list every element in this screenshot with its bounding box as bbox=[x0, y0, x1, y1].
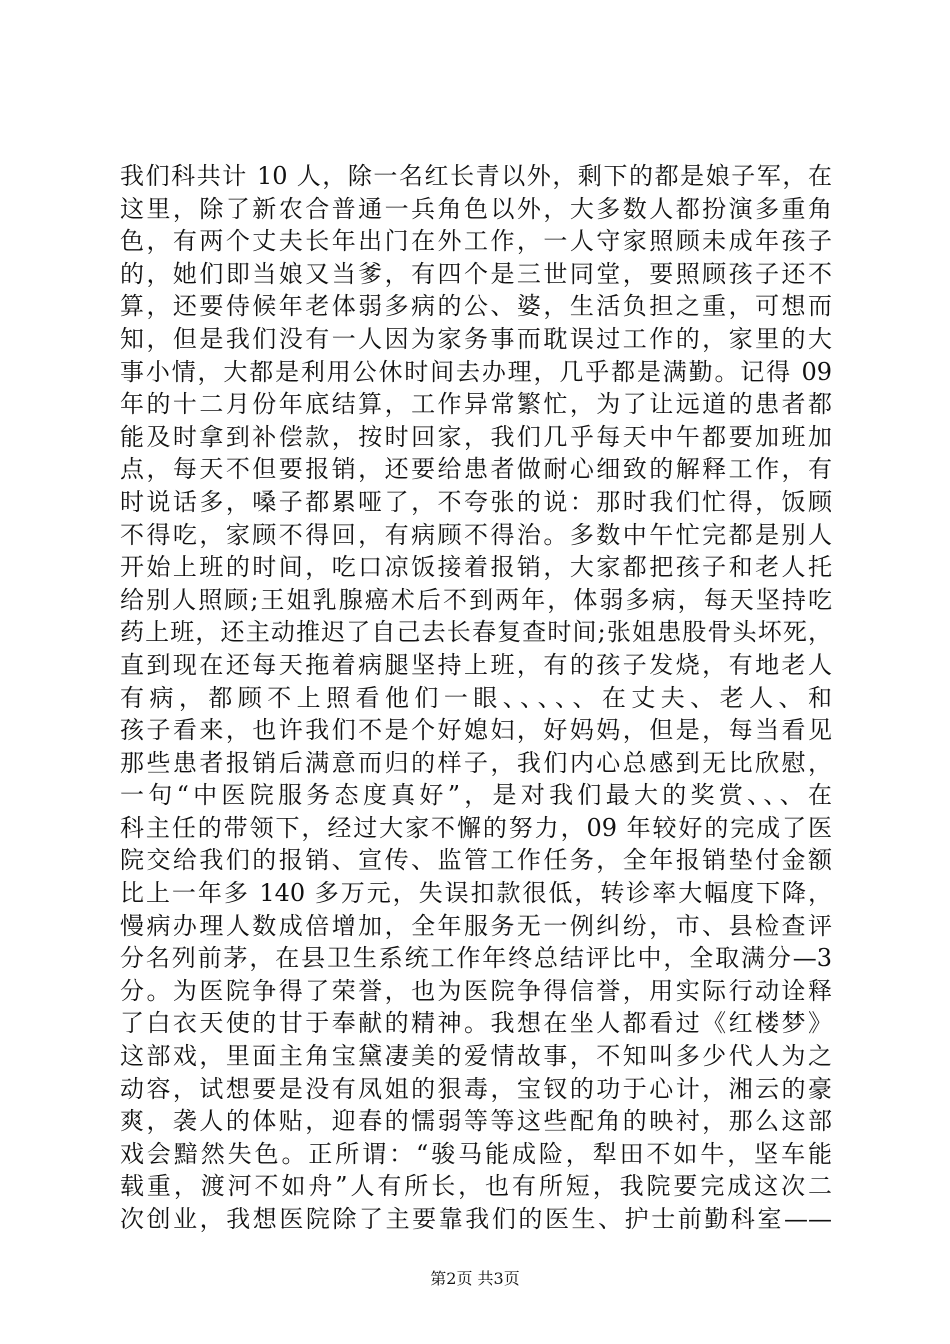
page-footer: 第2页 共3页 bbox=[430, 1269, 520, 1288]
text-line: 戏会黯然失色。正所谓：“骏马能成险，犁田不如牛，坚车能 bbox=[120, 1139, 832, 1168]
text-line: 这里，除了新农合普通一兵角色以外，大多数人都扮演多重角 bbox=[120, 194, 832, 223]
text-line: 分名列前茅，在县卫生系统工作年终总结评比中，全取满分—3 bbox=[120, 944, 832, 973]
text-line: 一句“中医院服务态度真好”，是对我们最大的奖赏、、、在 bbox=[120, 781, 832, 810]
text-line: 有病，都顾不上照看他们一眼、、、、、在丈夫、老人、和 bbox=[120, 683, 832, 712]
text-line: 算，还要侍候年老体弱多病的公、婆，生活负担之重，可想而 bbox=[120, 292, 832, 321]
text-line: 载重，渡河不如舟”人有所长，也有所短，我院要完成这次二 bbox=[120, 1172, 832, 1201]
text-line: 院交给我们的报销、宣传、监管工作任务，全年报销垫付金额 bbox=[120, 846, 832, 875]
text-line: 时说话多，嗓子都累哑了，不夸张的说：那时我们忙得，饭顾 bbox=[120, 487, 832, 516]
text-line: 比上一年多 140 多万元，失误扣款很低，转诊率大幅度下降， bbox=[120, 879, 832, 908]
text-line: 年的十二月份年底结算，工作异常繁忙，为了让远道的患者都 bbox=[120, 390, 832, 419]
text-line: 事小情，大都是利用公休时间去办理，几乎都是满勤。记得 09 bbox=[120, 357, 832, 386]
text-line: 色，有两个丈夫长年出门在外工作，一人守家照顾未成年孩子 bbox=[120, 227, 832, 256]
text-line: 给别人照顾;王姐乳腺癌术后不到两年，体弱多病，每天坚持吃 bbox=[120, 585, 832, 614]
text-line: 动容，试想要是没有凤姐的狠毒，宝钗的功于心计，湘云的豪 bbox=[120, 1074, 832, 1103]
text-line: 分。为医院争得了荣誉，也为医院争得信誉，用实际行动诠释 bbox=[120, 976, 832, 1005]
text-line: 科主任的带领下，经过大家不懈的努力，09 年较好的完成了医 bbox=[120, 813, 832, 842]
text-line: 点，每天不但要报销，还要给患者做耐心细致的解释工作，有 bbox=[120, 455, 832, 484]
text-line: 开始上班的时间，吃口凉饭接着报销，大家都把孩子和老人托 bbox=[120, 553, 832, 582]
text-line: 孩子看来，也许我们不是个好媳妇，好妈妈，但是，每当看见 bbox=[120, 716, 832, 745]
text-line: 知，但是我们没有一人因为家务事而耽误过工作的，家里的大 bbox=[120, 324, 832, 353]
text-line: 直到现在还每天拖着病腿坚持上班，有的孩子发烧，有地老人 bbox=[120, 650, 832, 679]
text-line: 了白衣天使的甘于奉献的精神。我想在坐人都看过《红楼梦》 bbox=[120, 1009, 832, 1038]
text-line: 药上班，还主动推迟了自己去长春复查时间;张姐患股骨头坏死， bbox=[120, 618, 832, 647]
text-line: 次创业，我想医院除了主要靠我们的医生、护士前勤科室—— bbox=[120, 1205, 832, 1233]
text-line: 不得吃，家顾不得回，有病顾不得治。多数中午忙完都是别人 bbox=[120, 520, 832, 549]
text-line: 能及时拿到补偿款，按时回家，我们几乎每天中午都要加班加 bbox=[120, 422, 832, 451]
text-line: 的，她们即当娘又当爹，有四个是三世同堂，要照顾孩子还不 bbox=[120, 259, 832, 288]
body-paragraph bbox=[120, 160, 832, 1236]
text-line: 这部戏，里面主角宝黛凄美的爱情故事，不知叫多少代人为之 bbox=[120, 1042, 832, 1071]
text-line: 我们科共计 10 人，除一名红长青以外，剩下的都是娘子军，在 bbox=[120, 162, 832, 190]
text-line: 慢病办理人数成倍增加，全年服务无一例纠纷，市、县检查评 bbox=[120, 911, 832, 940]
text-line: 那些患者报销后满意而归的样子，我们内心总感到无比欣慰， bbox=[120, 748, 832, 777]
text-line: 爽，袭人的体贴，迎春的懦弱等等这些配角的映衬，那么这部 bbox=[120, 1107, 832, 1136]
